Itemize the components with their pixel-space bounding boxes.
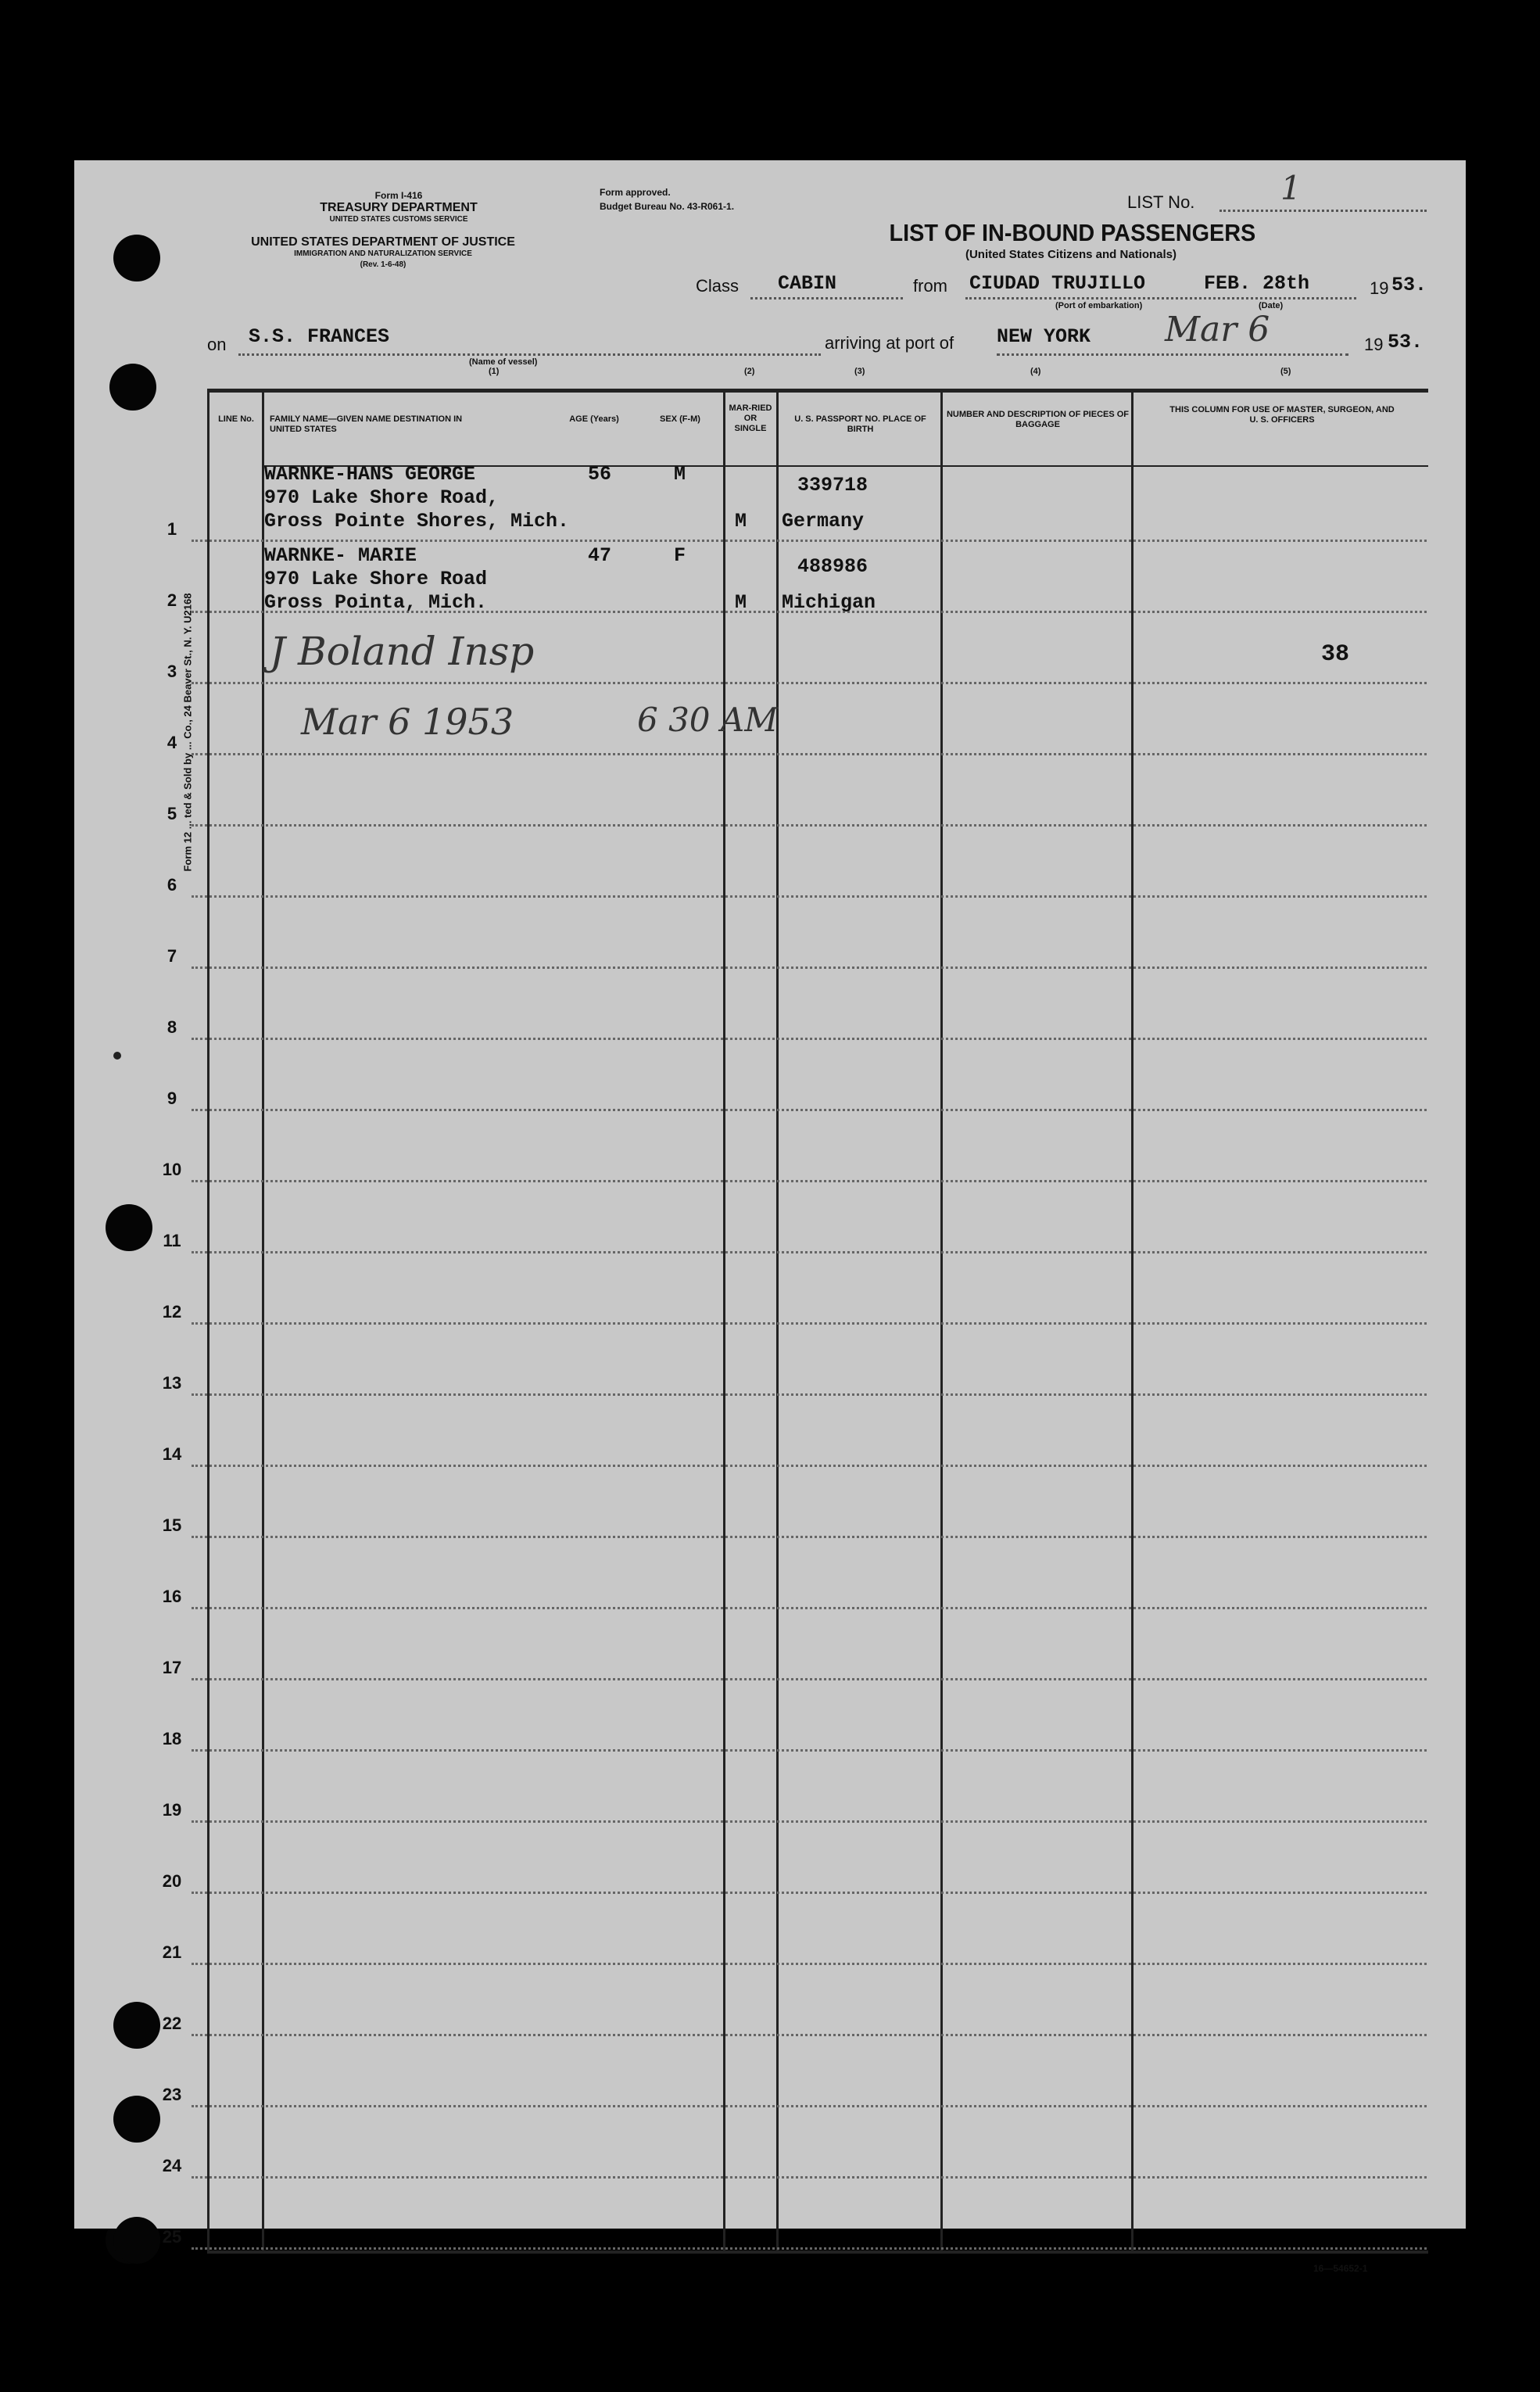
passenger-1-age: 56	[588, 463, 612, 486]
year-prefix-1: 19	[1370, 278, 1389, 298]
passenger-2-passport: 488986	[797, 555, 868, 578]
list-no-value: 1	[1280, 169, 1302, 207]
header-sex: SEX (F-M)	[660, 414, 700, 424]
header-baggage: NUMBER AND DESCRIPTION OF PIECES OF BAGGAGE	[946, 410, 1130, 429]
table-row-line	[192, 1322, 1427, 1325]
row-number: 14	[162, 1444, 182, 1464]
col-divider	[207, 389, 210, 2254]
inspection-date: Mar 6 1953	[301, 701, 514, 743]
passenger-1-birth: Germany	[782, 510, 865, 533]
header-name: FAMILY NAME—GIVEN NAME DESTINATION IN UNITED STATES	[270, 414, 463, 434]
row-number: 17	[162, 1658, 182, 1677]
budget-bureau: Budget Bureau No. 43-R061-1.	[600, 201, 735, 212]
table-row-line	[192, 1536, 1427, 1538]
col-divider	[776, 389, 779, 2254]
row-number: 19	[162, 1800, 182, 1820]
binder-hole	[109, 364, 156, 411]
vessel-line	[238, 353, 821, 356]
table-row-line	[192, 1678, 1427, 1680]
list-no-label: LIST No.	[1127, 192, 1195, 212]
row-number: 25	[162, 2227, 182, 2247]
table-row-line	[192, 895, 1427, 898]
passenger-2-married: M	[735, 591, 747, 614]
arrival-date-handwritten: Mar 6	[1165, 310, 1270, 350]
table-row-line	[192, 753, 1427, 755]
year-value-1: 53.	[1391, 274, 1427, 296]
embarkation-date: FEB. 28th	[1204, 272, 1310, 295]
col-num-5: (5)	[1280, 367, 1291, 376]
row-number: 16	[162, 1587, 182, 1606]
class-line	[750, 297, 903, 299]
form-approved: Form approved.	[600, 187, 671, 198]
row-number: 24	[162, 2156, 182, 2175]
row-number: 23	[162, 2085, 182, 2104]
date-caption: (Date)	[1259, 301, 1284, 310]
table-row-line	[192, 1038, 1427, 1040]
year-value-2: 53.	[1388, 331, 1424, 353]
passenger-1-name: WARNKE-HANS GEORGE	[264, 463, 476, 486]
on-label: on	[207, 335, 227, 354]
binder-hole	[113, 2096, 160, 2143]
from-line	[965, 297, 1356, 299]
vessel-name: S.S. FRANCES	[249, 325, 390, 348]
treasury-label: TREASURY DEPARTMENT	[320, 201, 478, 214]
page-subtitle: (United States Citizens and Nationals)	[965, 248, 1177, 261]
table-bottom-rule	[207, 2250, 1428, 2254]
vessel-caption: (Name of vessel)	[469, 357, 538, 367]
col-divider	[723, 389, 725, 2254]
row-number: 6	[167, 875, 177, 895]
passenger-1-addr2: Gross Pointe Shores, Mich.	[264, 510, 570, 533]
row-number: 2	[167, 590, 177, 610]
table-row-line	[192, 1465, 1427, 1467]
col-num-2: (2)	[744, 367, 755, 376]
table-row-line	[192, 2247, 1427, 2250]
row-number: 11	[163, 1231, 181, 1250]
row-number: 10	[162, 1160, 182, 1179]
passenger-1-married: M	[735, 510, 747, 533]
row-number: 5	[167, 804, 177, 823]
row-number: 21	[162, 1942, 182, 1962]
inspection-time: 6 30 AM	[637, 701, 779, 739]
from-label: from	[913, 276, 947, 296]
rev-label: (Rev. 1-6-48)	[360, 260, 406, 269]
customs-label: UNITED STATES CUSTOMS SERVICE	[329, 215, 468, 224]
arrival-port: NEW YORK	[997, 325, 1091, 348]
ins-label: IMMIGRATION AND NATURALIZATION SERVICE	[294, 249, 472, 258]
table-row-line	[192, 1109, 1427, 1111]
row-number: 7	[167, 946, 177, 966]
header-married: MAR-RIED OR SINGLE	[729, 403, 772, 433]
year-prefix-2: 19	[1364, 335, 1384, 354]
table-top-rule	[207, 389, 1428, 393]
col-divider	[940, 389, 943, 2254]
table-row-line	[192, 1251, 1427, 1253]
table-row-line	[192, 1607, 1427, 1609]
port-line	[997, 353, 1348, 356]
col-num-1: (1)	[489, 367, 500, 376]
passenger-2-addr1: 970 Lake Shore Road	[264, 568, 488, 590]
embarkation-port: CIUDAD TRUJILLO	[969, 272, 1146, 295]
col-divider	[1131, 389, 1134, 2254]
header-line: LINE No.	[218, 414, 254, 424]
passenger-2-name: WARNKE- MARIE	[264, 544, 417, 567]
table-row-line	[192, 2105, 1427, 2107]
row-number: 9	[167, 1088, 177, 1108]
header-age: AGE (Years)	[569, 414, 619, 424]
row-number: 15	[162, 1515, 182, 1535]
table-row-line	[192, 966, 1427, 969]
passenger-1-passport: 339718	[797, 474, 868, 497]
passenger-2-sex: F	[674, 544, 686, 567]
table-row-line	[192, 682, 1427, 684]
class-label: Class	[696, 276, 740, 296]
speck	[113, 1052, 121, 1060]
table-row-line	[192, 540, 1427, 542]
row-number: 13	[162, 1373, 182, 1393]
col-divider	[262, 389, 264, 2254]
class-value: CABIN	[778, 272, 837, 295]
table-row-line	[192, 1820, 1427, 1823]
footer-code: 16—54652-1	[1313, 2263, 1368, 2274]
officer-number: 38	[1321, 641, 1350, 668]
binder-hole	[113, 2217, 160, 2264]
table-row-line	[192, 2034, 1427, 2036]
passenger-1-sex: M	[674, 463, 686, 486]
header-officers: THIS COLUMN FOR USE OF MASTER, SURGEON, AND U. S. OFFICERS	[1169, 405, 1395, 425]
passenger-1-addr1: 970 Lake Shore Road,	[264, 486, 500, 509]
side-imprint: Form 12 ... ted & Sold by ... Co., 24 Beaver St., N. Y. U2168	[181, 593, 194, 872]
table-row-line	[192, 1963, 1427, 1965]
table-row-line	[192, 1180, 1427, 1182]
arriving-label: arriving at port of	[825, 333, 954, 353]
row-number: 22	[162, 2014, 182, 2033]
passenger-2-age: 47	[588, 544, 612, 567]
col-num-4: (4)	[1030, 367, 1041, 376]
row-number: 20	[162, 1871, 182, 1891]
port-embark-caption: (Port of embarkation)	[1055, 301, 1143, 310]
row-number: 18	[162, 1729, 182, 1748]
passenger-2-addr2: Gross Pointa, Mich.	[264, 591, 488, 614]
table-row-line	[192, 2176, 1427, 2179]
table-row-line	[192, 1892, 1427, 1894]
form-id: Form I-416	[374, 190, 423, 201]
row-number: 4	[167, 733, 177, 752]
passenger-2-birth: Michigan	[782, 591, 876, 614]
binder-hole	[113, 2002, 160, 2049]
inspector-signature: J Boland Insp	[270, 629, 535, 674]
binder-hole	[106, 1204, 152, 1251]
row-number: 12	[162, 1302, 182, 1322]
table-row-line	[192, 1749, 1427, 1752]
col-num-3: (3)	[854, 367, 865, 376]
table-row-line	[192, 824, 1427, 827]
page-title: LIST OF IN-BOUND PASSENGERS	[889, 219, 1256, 246]
justice-label: UNITED STATES DEPARTMENT OF JUSTICE	[251, 235, 515, 249]
row-number: 1	[167, 519, 177, 539]
row-number: 3	[167, 662, 177, 681]
table-row-line	[192, 1393, 1427, 1396]
binder-hole	[113, 235, 160, 282]
row-number: 8	[167, 1017, 177, 1037]
list-no-line	[1219, 210, 1427, 212]
header-passport: U. S. PASSPORT NO. PLACE OF BIRTH	[794, 414, 926, 434]
